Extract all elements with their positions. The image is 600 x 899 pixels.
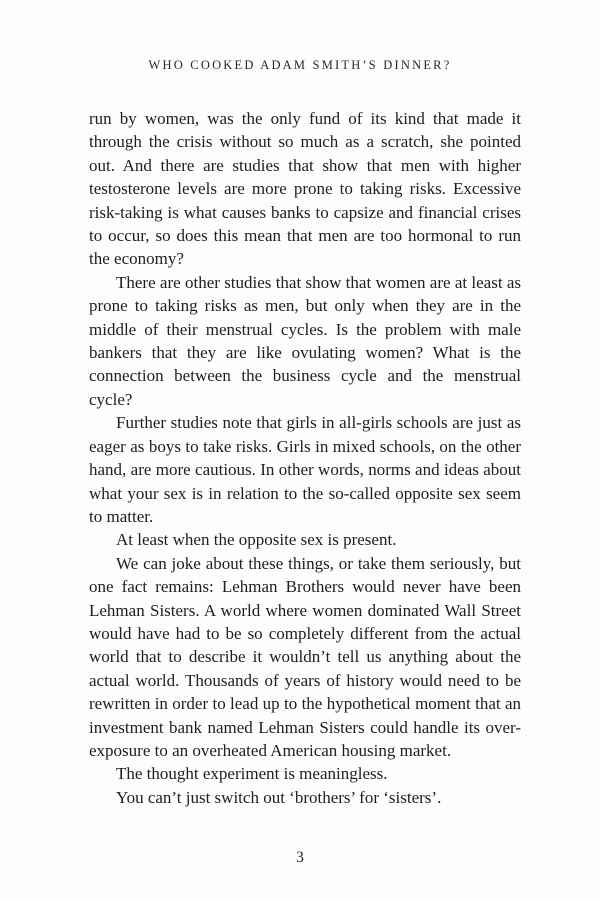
running-header: WHO COOKED ADAM SMITH’S DINNER?: [148, 58, 452, 72]
paragraph: You can’t just switch out ‘brothers’ for ‘sisters’.: [116, 787, 442, 807]
paragraph: There are other studies that show that women are at least as prone to taking risks as men, but only when they are in the middle of their menstrual cycles. Is the problem with male bankers that they are like ovulating women? What is the connection between the business cycle and the menstrual cycle?: [89, 272, 521, 409]
page-body: [89, 107, 521, 809]
paragraph: At least when the opposite sex is present.: [116, 530, 397, 550]
paragraph-continuation: run by women, was the only fund of its kind that made it through the crisis without so much as a scratch, she pointed out. And there are studies that show that men with higher testosterone levels are more prone to taking risks. Excessive risk-taking is what causes banks to capsize and financial crises to occur, so does this mean that men are too hormonal to run the economy?: [89, 109, 521, 269]
paragraph: We can joke about these things, or take them seriously, but one fact remains: Lehman Brothers would never have been Lehman Sisters. A world where women dominated Wall Street would have had to be so completely different from the actual world that to describe it wouldn’t tell us anything about the actual world. Thousands of years of history would need to be rewritten in order to lead up to the hypothetical moment that an investment bank named Lehman Sisters could handle its over-exposure to an overheated American housing market.: [89, 553, 521, 760]
paragraph: Further studies note that girls in all-girls schools are just as eager as boys to take risks. Girls in mixed schools, on the other hand, are more cautious. In other words, norms and ideas about what your sex is in relation to the so-called opposite sex seem to matter.: [89, 413, 521, 526]
paragraph: The thought experiment is meaningless.: [116, 764, 388, 784]
page-number: 3: [296, 849, 304, 866]
